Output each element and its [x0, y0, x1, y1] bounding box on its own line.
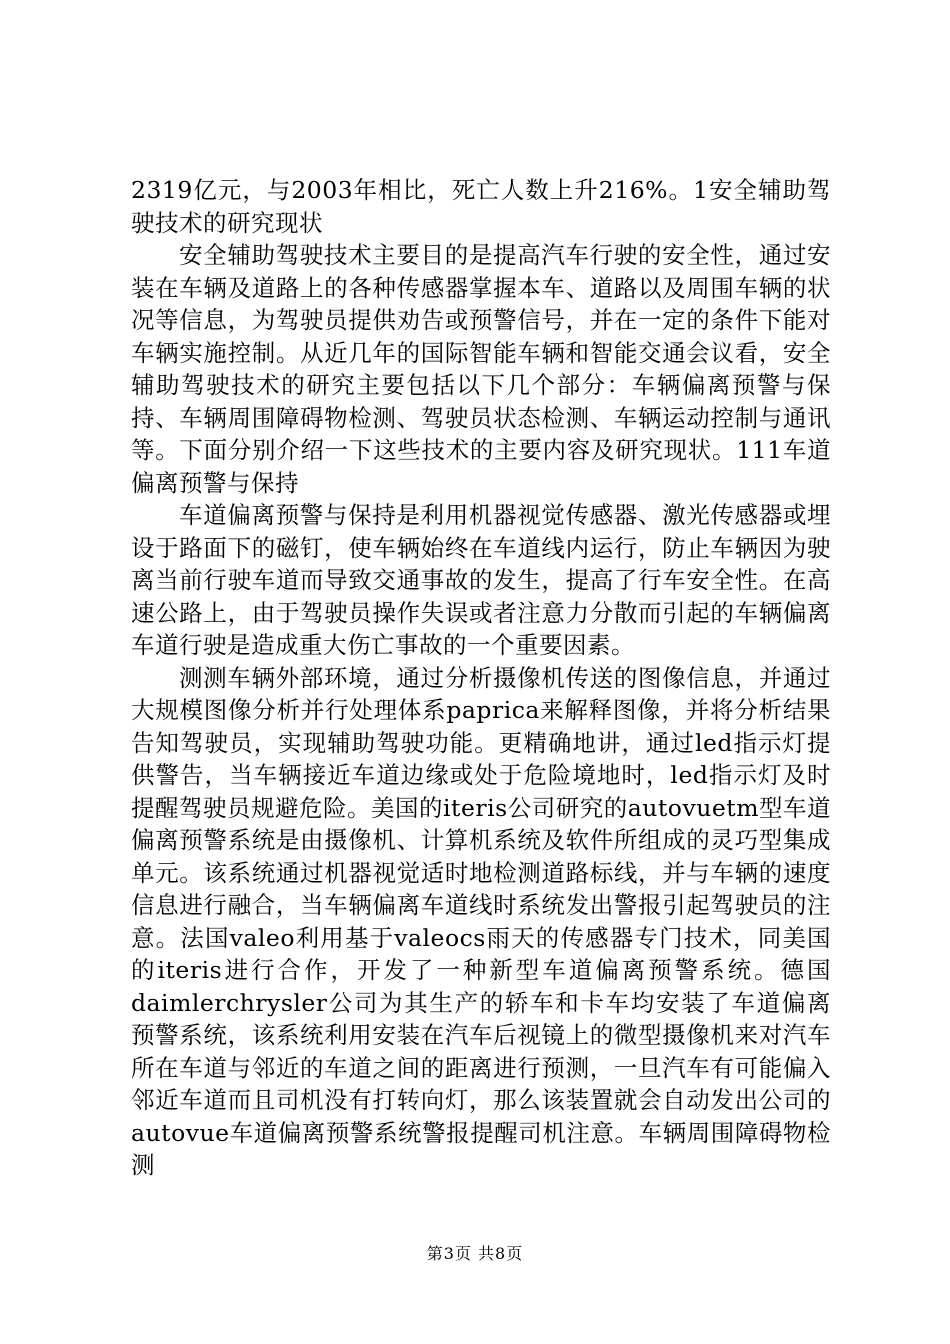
page-number: 第3页 共8页	[426, 1244, 524, 1263]
document-body	[131, 174, 831, 1182]
paragraph-1: 2319亿元，与2003年相比，死亡人数上升216%。1安全辅助驾驶技术的研究现状	[131, 176, 831, 237]
paragraph-3: 车道偏离预警与保持是利用机器视觉传感器、激光传感器或埋设于路面下的磁钉，使车辆始终在车道线内运行，防止车辆因为驶离当前行驶车道而导致交通事故的发生，提高了行车安全性。在高速公路上，由于驾驶员操作失误或者注意力分散而引起的车辆偏离车道行驶是造成重大伤亡事故的一个重要因素。	[131, 501, 831, 659]
paragraph-4: 测测车辆外部环境，通过分析摄像机传送的图像信息，并通过大规模图像分析并行处理体系paprica来解释图像，并将分析结果告知驾驶员，实现辅助驾驶功能。更精确地讲，通过led指示灯提供警告，当车辆接近车道边缘或处于危险境地时，led指示灯及时提醒驾驶员规避危险。美国的iteris公司研究的autovuetm型车道偏离预警系统是由摄像机、计算机系统及软件所组成的灵巧型集成单元。该系统通过机器视觉适时地检测道路标线，并与车辆的速度信息进行融合，当车辆偏离车道线时系统发出警报引起驾驶员的注意。法国valeo利用基于valeocs雨天的传感器专门技术，同美国的iteris进行合作，开发了一种新型车道偏离预警系统。德国daimlerchrysler公司为其生产的轿车和卡车均安装了车道偏离预警系统，该系统利用安装在汽车后视镜上的微型摄像机来对汽车所在车道与邻近的车道之间的距离进行预测，一旦汽车有可能偏入邻近车道而且司机没有打转向灯，那么该装置就会自动发出公司的autovue车道偏离预警系统警报提醒司机注意。车辆周围障碍物检测	[131, 663, 831, 1179]
paragraph-2: 安全辅助驾驶技术主要目的是提高汽车行驶的安全性，通过安装在车辆及道路上的各种传感器掌握本车、道路以及周围车辆的状况等信息，为驾驶员提供劝告或预警信号，并在一定的条件下能对车辆实施控制。从近几年的国际智能车辆和智能交通会议看，安全辅助驾驶技术的研究主要包括以下几个部分：车辆偏离预警与保持、车辆周围障碍物检测、驾驶员状态检测、车辆运动控制与通讯等。下面分别介绍一下这些技术的主要内容及研究现状。111车道偏离预警与保持	[131, 241, 831, 497]
page-footer	[0, 1244, 950, 1264]
